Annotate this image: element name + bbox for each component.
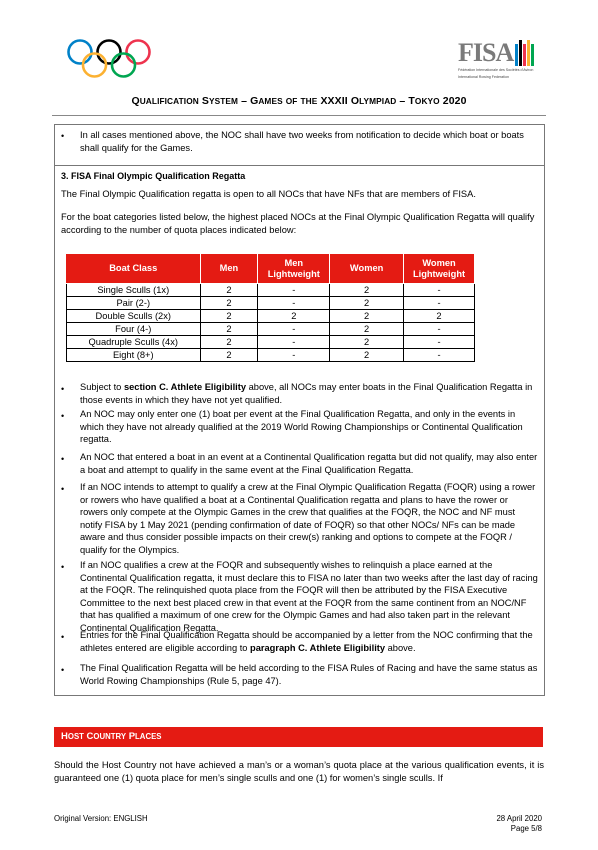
intro-bullet-text: In all cases mentioned above, the NOC shall have two weeks from notification to decide which boat or boats shall qualify for the Games. (80, 130, 524, 153)
table-header-row (67, 254, 475, 284)
olympic-rings-logo (66, 38, 152, 80)
table-cell: 2 (330, 297, 404, 310)
bullet-continental: An NOC that entered a boat in an event at a Continental Qualification regatta but did not qualify, may also enter a boat and attempt to qualify in the same event at the Final Qualification Regatta. (80, 452, 538, 475)
bullet-rules: The Final Qualification Regatta will be held according to the FISA Rules of Racing and have the same status as World Rowing Championships (Rule 5, page 47). (80, 663, 538, 686)
bullet-entries: Entries for the Final Qualification Regatta should be accompanied by a letter from the NOC confirming that the athletes entered are eligible according to paragraph C. Athlete Eligibility above. (80, 630, 533, 653)
bullet-icon: • (61, 131, 65, 141)
table-cell: 2 (330, 336, 404, 349)
table-cell: 2 (200, 310, 258, 323)
bullet-relinquish: If an NOC qualifies a crew at the FOQR and subsequently wishes to relinquish a place earned at the Continental Qualification regatta, it must declare this to FISA no later than two weeks after the last day of racing at the FOQR. The relinquished quota place from the FOQR will then be attributed by the FISA Executive Committee to the next best placed crew in that event at the FOQR from the same continent from an NOC/NF that has qualified a maximum of one crew for the Olympic Games and had also taken part in the relevant Continental Qualification Regatta. (80, 560, 538, 633)
footer-meta (496, 814, 542, 834)
fisa-logo (458, 40, 538, 86)
bullet-foqr-intent: If an NOC intends to attempt to qualify a crew at the Final Olympic Qualification Regatta (FOQR) using a rower or rowers who have qualified a boat at a Continental Qualification regatta and plans to have the rower or rowers only compete at the Olympic Games in the crew that qualifies at the FOQR, the NOC and NF must notify FISA by 1 May 2021 (pending confirmation of date of FOQR) so that other NOCs/ NFs can be made aware and thus consider possible impacts on their crew(s) ranking and options to compete at the FOQR / qualify for the Olympics. (80, 482, 536, 555)
table-cell: Pair (2-) (67, 297, 201, 310)
table-cell: 2 (330, 284, 404, 297)
footer-date: 28 April 2020 (496, 814, 542, 823)
table-cell: - (404, 284, 475, 297)
table-cell: - (258, 284, 330, 297)
section-paragraph-2: For the boat categories listed below, the highest placed NOCs at the Final Olympic Qualification Regatta will qualify according to the number of quota places indicated below: (61, 212, 535, 235)
bullet-icon: • (61, 484, 65, 494)
host-country-banner: HOST COUNTRY PLACES (54, 727, 543, 747)
table-cell: - (404, 297, 475, 310)
table-cell: - (404, 336, 475, 349)
table-cell: 2 (330, 349, 404, 362)
page-title: QUALIFICATION SYSTEM – GAMES OF THE XXXII OLYMPIAD – TOKYO 2020 (131, 95, 467, 107)
table-row (67, 349, 475, 362)
table-row (67, 310, 475, 323)
section-paragraph-1: The Final Olympic Qualification regatta is open to all NOCs that have NFs that are members of FISA. (61, 189, 476, 199)
quota-table (66, 253, 475, 362)
table-cell: Single Sculls (1x) (67, 284, 201, 297)
table-cell: 2 (330, 310, 404, 323)
bullet-icon: • (61, 632, 65, 642)
table-cell: 2 (404, 310, 475, 323)
table-cell: 2 (330, 323, 404, 336)
section-heading: 3. FISA Final Olympic Qualification Regatta (61, 171, 246, 181)
table-cell: - (258, 323, 330, 336)
header-divider (52, 115, 546, 116)
table-header: Boat Class (67, 254, 201, 284)
footer-version: Original Version: ENGLISH (54, 814, 148, 823)
table-cell: 2 (200, 297, 258, 310)
table-cell: - (258, 297, 330, 310)
table-header: Women (330, 254, 404, 284)
bullet-icon: • (61, 454, 65, 464)
bullet-one-boat: An NOC may only enter one (1) boat per event at the Final Qualification Regatta, and only in the events in which they have not already qualified at the 2019 World Rowing Championships or Continental Qualification regatta. (80, 409, 523, 445)
table-cell: - (258, 349, 330, 362)
fisa-logo-subtitle-en: International Rowing Federation (458, 74, 509, 79)
table-row (67, 284, 475, 297)
table-row (67, 336, 475, 349)
fisa-logo-text: FISA (458, 38, 514, 67)
bullet-icon: • (61, 562, 65, 572)
table-cell: Double Sculls (2x) (67, 310, 201, 323)
table-cell: - (404, 323, 475, 336)
footer-page-number: Page 5/8 (510, 824, 542, 833)
table-cell: 2 (258, 310, 330, 323)
table-cell: - (258, 336, 330, 349)
table-cell: 2 (200, 323, 258, 336)
table-cell: Four (4-) (67, 323, 201, 336)
table-row (67, 297, 475, 310)
table-row (67, 323, 475, 336)
table-cell: Quadruple Sculls (4x) (67, 336, 201, 349)
box-divider (55, 165, 544, 166)
table-cell: 2 (200, 284, 258, 297)
table-cell: 2 (200, 349, 258, 362)
table-header: Women Lightweight (404, 254, 475, 284)
table-cell: - (404, 349, 475, 362)
table-header: Men Lightweight (258, 254, 330, 284)
fisa-color-bars (515, 40, 534, 66)
table-cell: 2 (200, 336, 258, 349)
bullet-icon: • (61, 665, 65, 675)
bullet-icon: • (61, 384, 65, 394)
table-cell: Eight (8+) (67, 349, 201, 362)
table-header: Men (200, 254, 258, 284)
bullet-eligibility: Subject to section C. Athlete Eligibility above, all NOCs may enter boats in the Final Qualification Regatta in those events in which they have not yet qualified. (80, 382, 533, 405)
host-country-text: Should the Host Country not have achieved a man’s or a woman’s quota place at the various qualification events, it is guaranteed one (1) quota place for men’s single sculls and one (1) for women’s single sculls. If (54, 760, 544, 783)
bullet-icon: • (61, 411, 65, 421)
fisa-logo-subtitle: Fédération Internationale des Sociétés d'Aviron (458, 68, 534, 72)
